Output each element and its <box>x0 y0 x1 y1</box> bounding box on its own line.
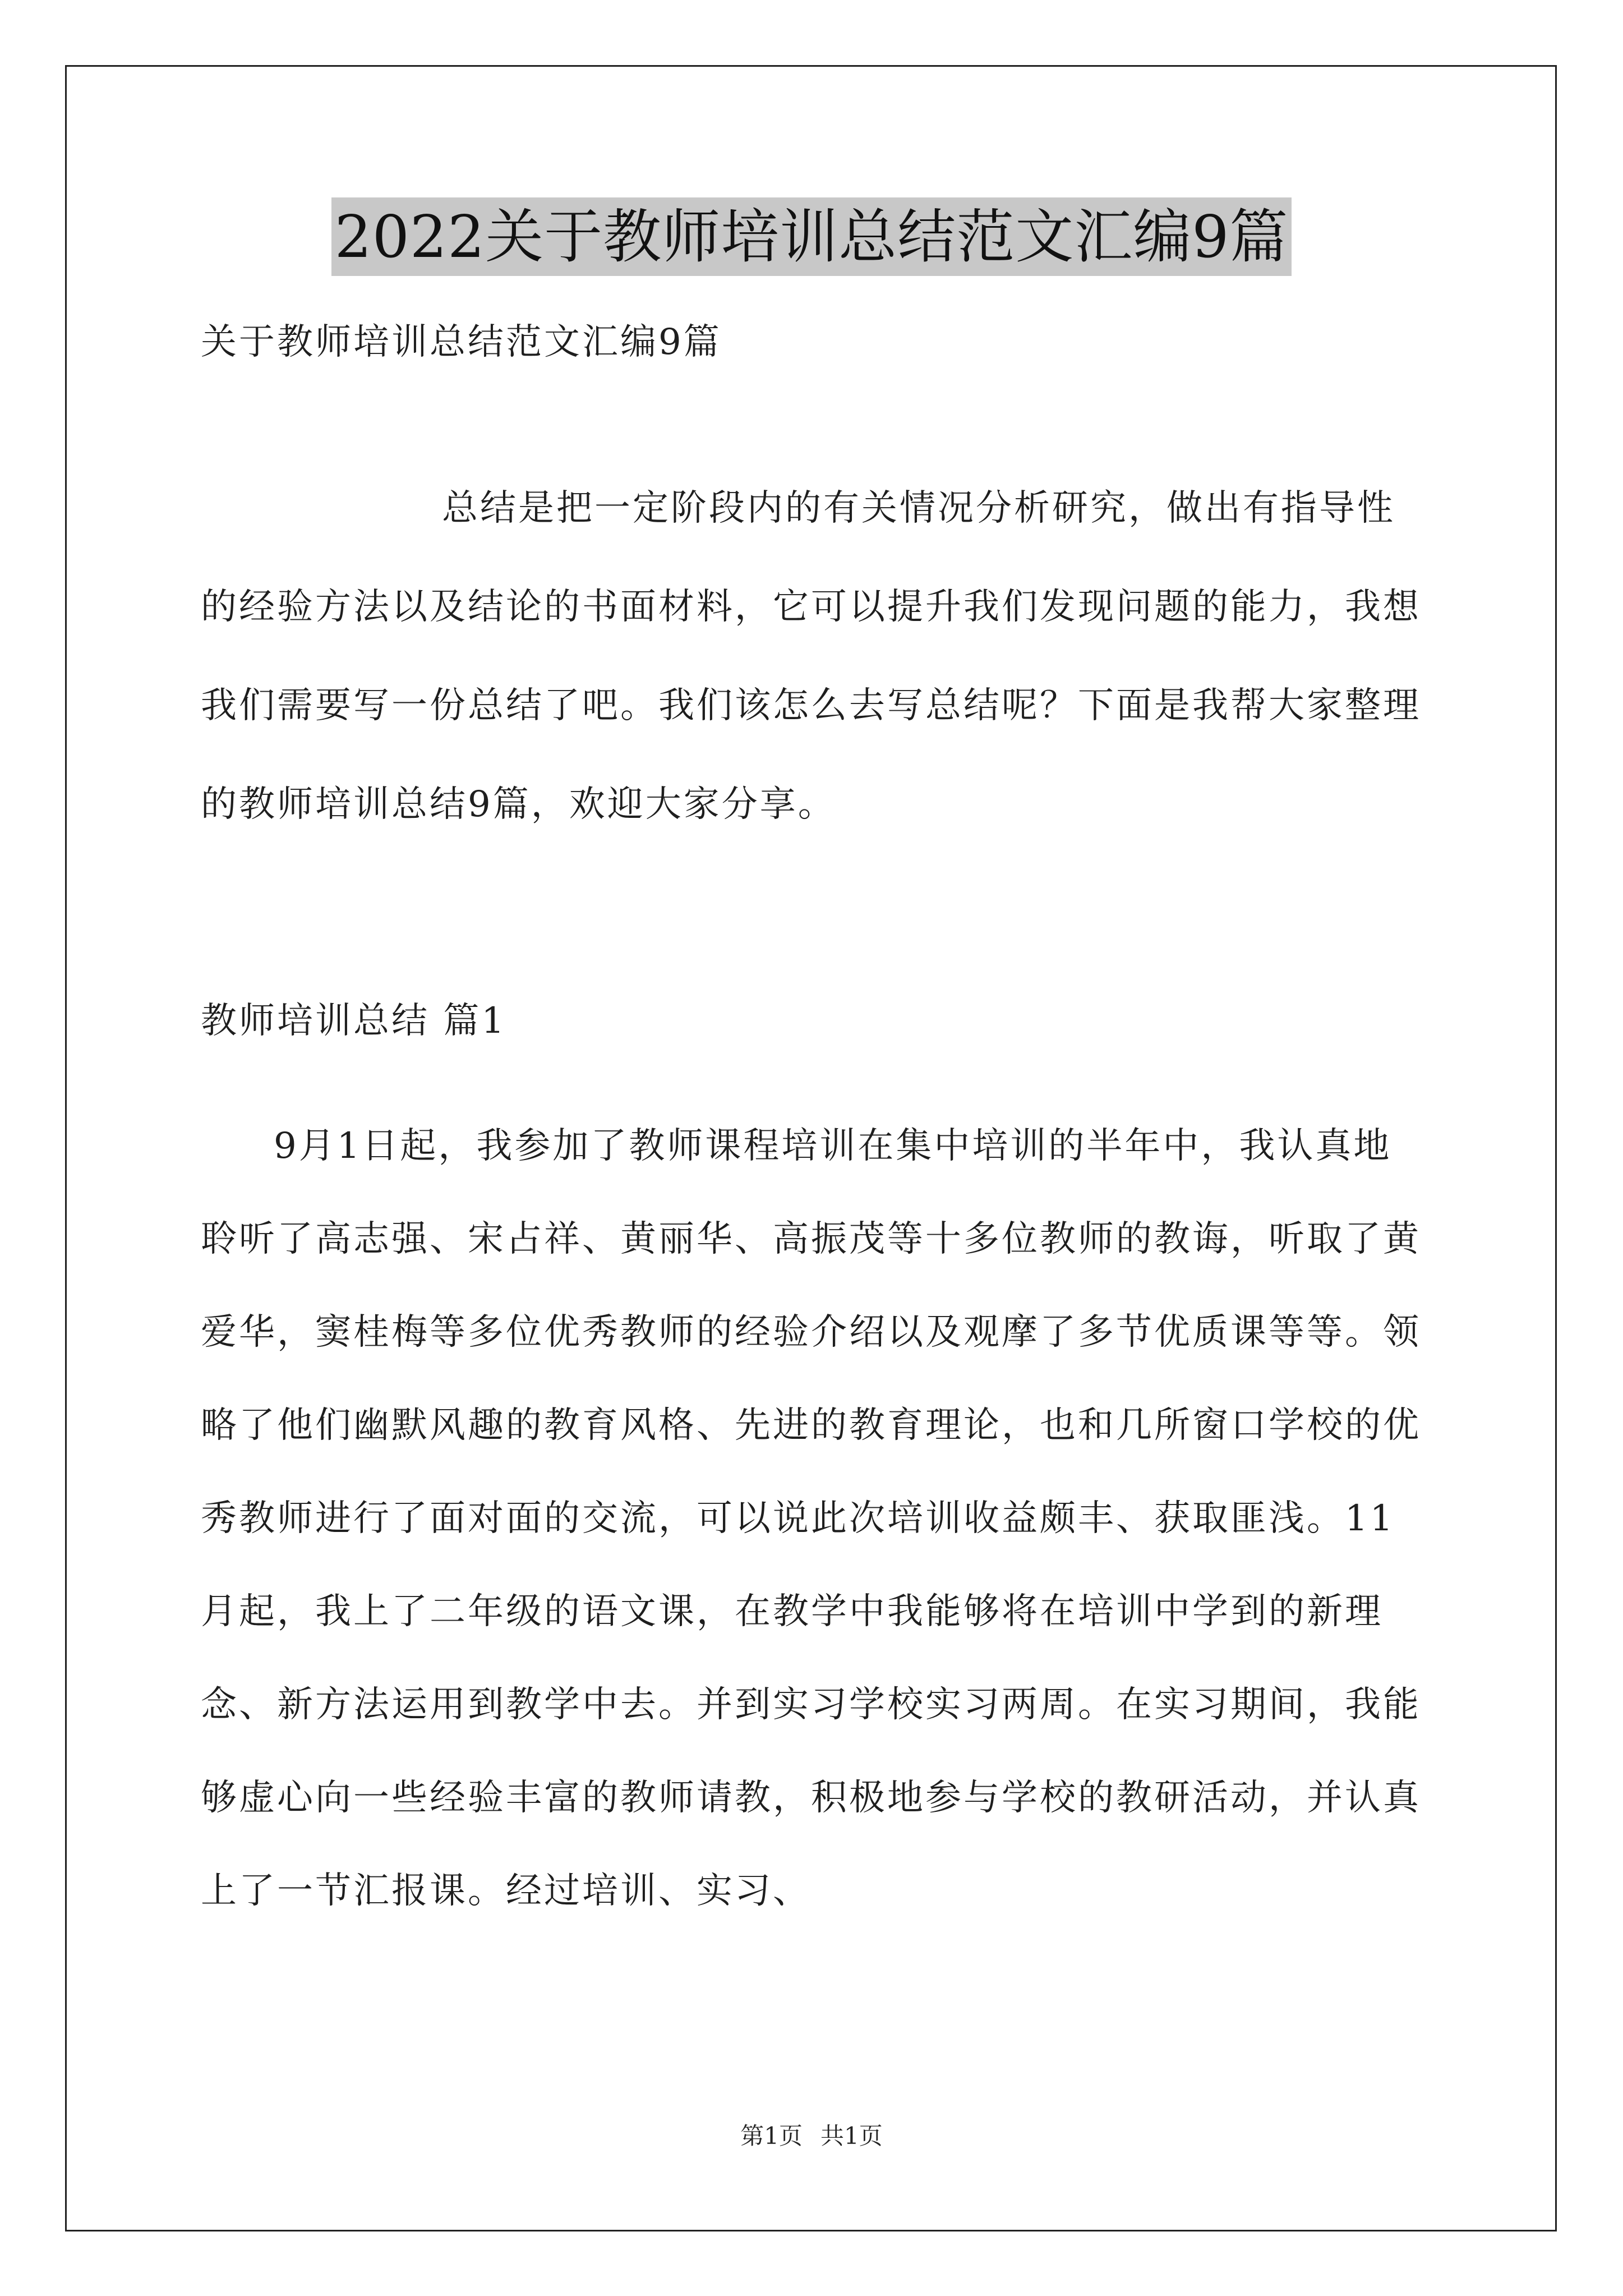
page-number: 第1页 <box>740 2122 803 2150</box>
body-paragraph-block <box>201 1099 1429 1938</box>
title-container <box>0 197 1623 276</box>
intro-paragraph-block <box>201 459 1429 854</box>
document-title: 2022关于教师培训总结范文汇编9篇 <box>331 197 1292 276</box>
document-subtitle: 关于教师培训总结范文汇编9篇 <box>201 321 722 363</box>
section-heading: 教师培训总结 篇1 <box>201 1000 507 1042</box>
page-total: 共1页 <box>820 2122 883 2150</box>
page-footer <box>0 2119 1623 2153</box>
body-paragraph: 9月1日起，我参加了教师课程培训在集中培训的半年中，我认真地聆听了高志强、宋占祥、黄丽华、高振茂等十多位教师的教诲，听取了黄爱华，窦桂梅等多位优秀教师的经验介绍以及观摩了多节优质课等等。领略了他们幽默风趣的教育风格、先进的教育理论，也和几所窗口学校的优秀教师进行了面对面的交流，可以说此次培训收益颇丰、获取匪浅。11月起，我上了二年级的语文课，在教学中我能够将在培训中学到的新理念、新方法运用到教学中去。并到实习学校实习两周。在实习期间，我能够虚心向一些经验丰富的教师请教，积极地参与学校的教研活动，并认真上了一节汇报课。经过培训、实习、 <box>201 1125 1421 1912</box>
intro-paragraph: 总结是把一定阶段内的有关情况分析研究，做出有指导性的经验方法以及结论的书面材料，它可以提升我们发现问题的能力，我想我们需要写一份总结了吧。我们该怎么去写总结呢？下面是我帮大家整理的教师培训总结9篇，欢迎大家分享。 <box>201 487 1421 825</box>
